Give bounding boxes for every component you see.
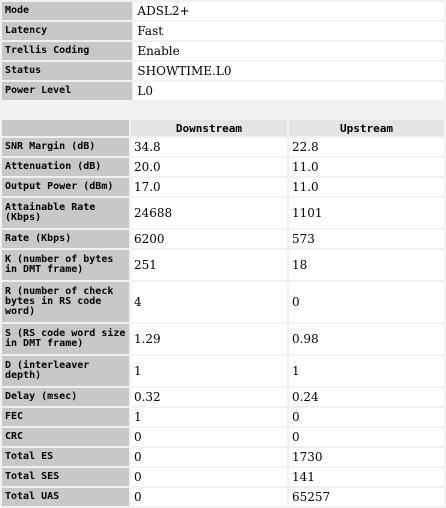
upstream-value: 0 <box>289 428 444 446</box>
statistic-label: D (interleaver depth) <box>2 356 129 386</box>
upstream-value: 65257 <box>289 488 444 506</box>
downstream-value: 6200 <box>131 230 287 248</box>
summary-label: Power Level <box>2 82 132 100</box>
statistic-label: Attenuation (dB) <box>2 158 129 176</box>
summary-row <box>2 22 444 40</box>
statistics-row <box>2 468 444 486</box>
statistics-row <box>2 178 444 196</box>
statistic-label: Total ES <box>2 448 129 466</box>
summary-row <box>2 42 444 60</box>
downstream-value: 1 <box>131 408 287 426</box>
statistic-label: SNR Margin (dB) <box>2 138 129 156</box>
statistic-label: Delay (msec) <box>2 388 129 406</box>
statistic-label: Rate (Kbps) <box>2 230 129 248</box>
statistic-label: Total UAS <box>2 488 129 506</box>
statistics-row <box>2 158 444 176</box>
upstream-value: 0.24 <box>289 388 444 406</box>
upstream-value: 0 <box>289 282 444 322</box>
adsl-statistics-table <box>0 118 446 508</box>
statistics-header-row <box>2 120 444 136</box>
downstream-value: 20.0 <box>131 158 287 176</box>
summary-value: Fast <box>134 22 444 40</box>
statistic-label: CRC <box>2 428 129 446</box>
downstream-value: 0 <box>131 448 287 466</box>
header-blank-cell <box>2 120 129 136</box>
statistic-label: Attainable Rate (Kbps) <box>2 198 129 228</box>
upstream-value: 22.8 <box>289 138 444 156</box>
statistics-row <box>2 138 444 156</box>
statistic-label: Total SES <box>2 468 129 486</box>
statistics-row <box>2 356 444 386</box>
summary-value: ADSL2+ <box>134 2 444 20</box>
downstream-value: 0 <box>131 428 287 446</box>
downstream-value: 34.8 <box>131 138 287 156</box>
statistic-label: R (number of check bytes in RS code word) <box>2 282 129 322</box>
upstream-value: 11.0 <box>289 158 444 176</box>
upstream-value: 1101 <box>289 198 444 228</box>
summary-row <box>2 2 444 20</box>
statistic-label: K (number of bytes in DMT frame) <box>2 250 129 280</box>
statistics-row <box>2 388 444 406</box>
statistics-row <box>2 488 444 506</box>
statistics-row <box>2 408 444 426</box>
statistics-row <box>2 428 444 446</box>
summary-label: Trellis Coding <box>2 42 132 60</box>
statistic-label: FEC <box>2 408 129 426</box>
upstream-value: 0.98 <box>289 324 444 354</box>
downstream-value: 4 <box>131 282 287 322</box>
upstream-value: 141 <box>289 468 444 486</box>
statistic-label: S (RS code word size in DMT frame) <box>2 324 129 354</box>
downstream-value: 0.32 <box>131 388 287 406</box>
summary-value: SHOWTIME.L0 <box>134 62 444 80</box>
adsl-summary-table <box>0 0 446 102</box>
summary-row <box>2 82 444 100</box>
downstream-value: 24688 <box>131 198 287 228</box>
statistics-row <box>2 198 444 228</box>
downstream-value: 1 <box>131 356 287 386</box>
upstream-value: 18 <box>289 250 444 280</box>
statistics-row <box>2 448 444 466</box>
statistic-label: Output Power (dBm) <box>2 178 129 196</box>
upstream-value: 0 <box>289 408 444 426</box>
summary-label: Status <box>2 62 132 80</box>
downstream-value: 1.29 <box>131 324 287 354</box>
summary-body <box>2 2 444 100</box>
upstream-header: Upstream <box>289 120 444 136</box>
statistics-row <box>2 324 444 354</box>
downstream-value: 17.0 <box>131 178 287 196</box>
summary-value: Enable <box>134 42 444 60</box>
upstream-value: 573 <box>289 230 444 248</box>
statistics-body <box>2 138 444 506</box>
summary-row <box>2 62 444 80</box>
downstream-value: 0 <box>131 488 287 506</box>
upstream-value: 1730 <box>289 448 444 466</box>
upstream-value: 11.0 <box>289 178 444 196</box>
downstream-value: 251 <box>131 250 287 280</box>
statistics-row <box>2 230 444 248</box>
downstream-value: 0 <box>131 468 287 486</box>
upstream-value: 1 <box>289 356 444 386</box>
downstream-header: Downstream <box>131 120 287 136</box>
statistics-row <box>2 282 444 322</box>
statistics-row <box>2 250 444 280</box>
summary-label: Mode <box>2 2 132 20</box>
summary-value: L0 <box>134 82 444 100</box>
summary-label: Latency <box>2 22 132 40</box>
